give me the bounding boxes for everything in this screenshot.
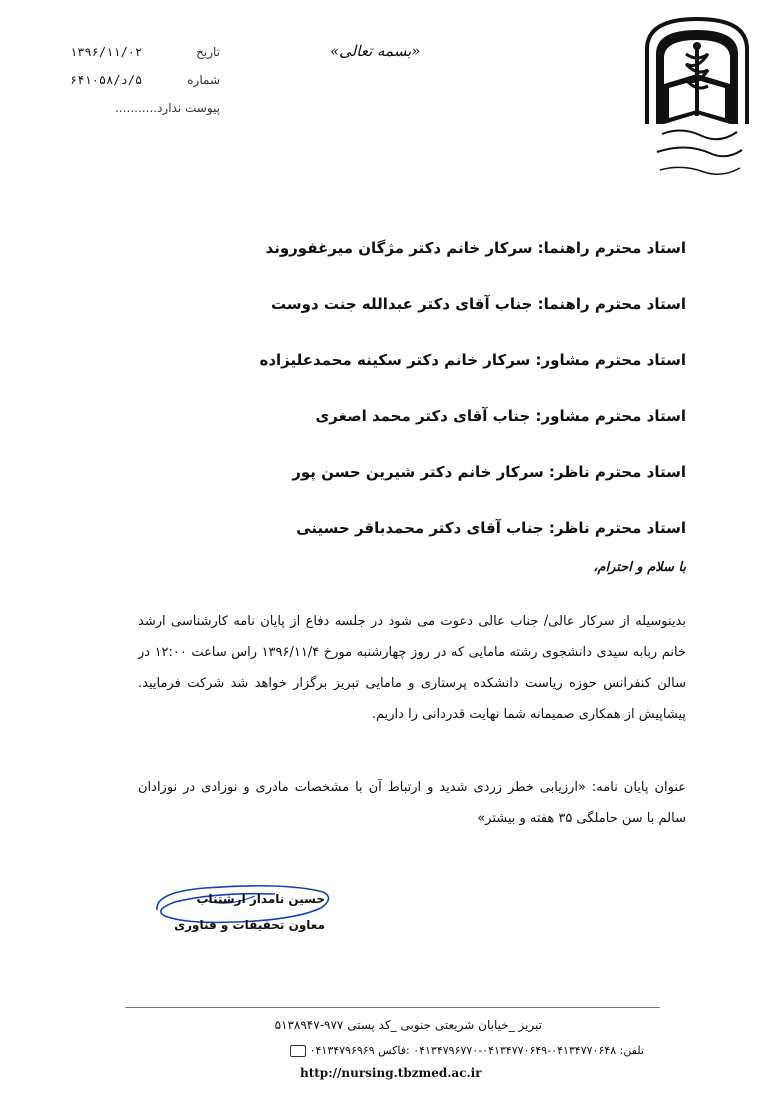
university-logo <box>642 14 752 184</box>
number-label: شماره <box>187 73 220 87</box>
date-label: تاریخ <box>196 45 220 59</box>
footer-website-link[interactable]: http://nursing.tbzmed.ac.ir <box>300 1066 482 1080</box>
recipient-line: استاد محترم ناظر: جناب آقای دکتر محمدباقر حسینی <box>296 519 686 537</box>
signature-scribble-icon <box>145 878 345 948</box>
recipients-list <box>86 228 686 564</box>
recipient-line: استاد محترم راهنما: سرکار خانم دکتر مژگان میرغفوروند <box>265 239 686 257</box>
recipient-line: استاد محترم مشاور: جناب آقای دکتر محمد اصغری <box>315 407 686 425</box>
footer-phone-fax <box>286 1044 644 1057</box>
bismillah-heading: «بسمه تعالی» <box>330 42 421 60</box>
attachment-label: پیوست ندارد........... <box>115 101 220 115</box>
university-emblem-icon <box>642 14 752 184</box>
greeting: با سلام و احترام، <box>593 560 686 575</box>
footer-divider <box>125 1007 660 1008</box>
attachment-row <box>70 94 220 122</box>
signature-block <box>145 878 345 948</box>
signatory-name: حسین نامدار ارشتناب <box>196 892 325 906</box>
date-row <box>70 38 220 66</box>
fax-icon <box>290 1045 306 1057</box>
footer-phone-text: تلفن: ۰۴۱۳۴۷۷۰۶۴۸-۰۴۱۳۴۷۷۰۶۴۹-۰۴۱۳۴۷۹۶۷۷۰ :فاکس ۰۴۱۳۴۷۹۶۹۶۹ <box>309 1044 644 1057</box>
signatory-title: معاون تحقیقات و فناوری <box>174 918 325 932</box>
letter-meta <box>70 38 220 122</box>
thesis-title: عنوان پایان نامه: «ارزیابی خطر زردی شدید و ارتباط آن با مشخصات مادری و نوزادی در نوزادان سالم با سن حاملگی ۳۵ هفته و بیشتر» <box>138 780 686 826</box>
recipient-line: استاد محترم مشاور: سرکار خانم دکتر سکینه محمدعلیزاده <box>259 351 686 369</box>
invitation-body: بدینوسیله از سرکار عالی/ جناب عالی دعوت می شود در جلسه دفاع از پایان نامه کارشناسی ارشد خانم ربابه سیدی دانشجوی رشته مامایی که در روز چهارشنبه مورخ ۱۳۹۶/۱۱/۴ راس ساعت ۱۲:۰۰ در سالن کنفرانس حوزه ریاست دانشکده پرستاری و مامایی تبریز برگزار خواهد شد شرکت فرمایید. پیشاپیش از همکاری صمیمانه شما نهایت قدردانی را داریم. <box>138 614 686 722</box>
number-value: ۵/د/۶۴۱۰۵۸ <box>70 73 143 87</box>
date-value: ۱۳۹۶/۱۱/۰۲ <box>70 45 143 59</box>
recipient-line: استاد محترم ناظر: سرکار خانم دکتر شیرین حسن پور <box>292 463 686 481</box>
number-row <box>70 66 220 94</box>
recipient-line: استاد محترم راهنما: جناب آقای دکتر عبدالله جنت دوست <box>270 295 686 313</box>
footer-address: تبریز _خیابان شریعتی جنوبی _کد پستی ۹۷۷-۵۱۳۸۹۴۷ <box>274 1018 542 1032</box>
